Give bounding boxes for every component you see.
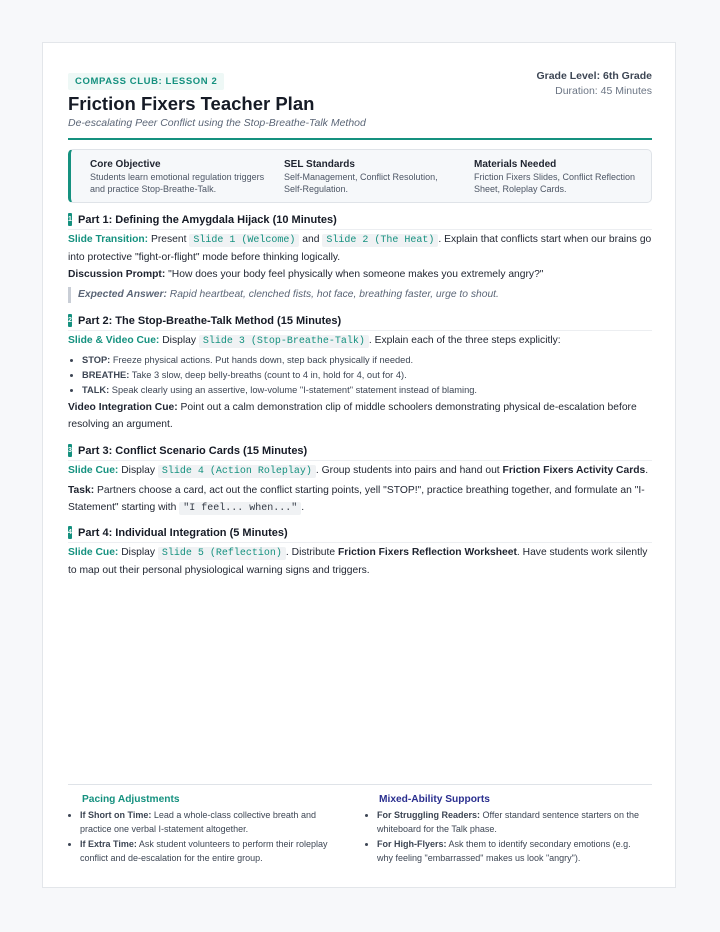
step-label: STOP: bbox=[82, 355, 111, 365]
expected-answer bbox=[68, 287, 652, 303]
section-divider bbox=[68, 229, 652, 230]
section-number-badge: 3 bbox=[68, 444, 72, 457]
cue-text: . Distribute bbox=[285, 547, 336, 558]
section-number-badge: 1 bbox=[68, 213, 72, 226]
overview-heading: Core Objective bbox=[90, 159, 161, 170]
part2-video-cue bbox=[68, 400, 652, 433]
page-content bbox=[68, 43, 652, 863]
method-steps-list bbox=[68, 353, 652, 398]
cue-text: . Have students work silently to map out their personal physiological warning signs and triggers. bbox=[68, 547, 648, 576]
section-title: Part 3: Conflict Scenario Cards (15 Minutes) bbox=[78, 444, 308, 457]
mixed-ability-supports bbox=[365, 794, 640, 866]
plan-header bbox=[68, 43, 652, 139]
cue-label: Slide Transition: bbox=[68, 234, 149, 245]
plan-footer bbox=[68, 784, 652, 863]
cue-text: . Explain each of the three steps explicitly: bbox=[368, 335, 561, 346]
part3-task bbox=[68, 483, 652, 517]
lesson-plan-page bbox=[42, 42, 676, 888]
lesson-meta bbox=[536, 69, 652, 99]
list-item bbox=[377, 837, 640, 865]
slide-reference: Slide 4 (Action Roleplay) bbox=[158, 465, 316, 478]
core-objective bbox=[90, 159, 265, 195]
item-label: If Short on Time: bbox=[80, 810, 152, 820]
materials-needed bbox=[474, 159, 649, 195]
section-number-badge: 2 bbox=[68, 314, 72, 327]
material-name: Friction Fixers Activity Cards bbox=[502, 465, 646, 476]
overview-heading: SEL Standards bbox=[284, 159, 355, 170]
material-name: Friction Fixers Reflection Worksheet bbox=[338, 547, 517, 558]
answer-text: Rapid heartbeat, clenched fists, hot face, breathing faster, urge to shout. bbox=[169, 289, 499, 300]
slide-reference: Slide 3 (Stop-Breathe-Talk) bbox=[199, 335, 369, 348]
header-divider bbox=[68, 138, 652, 140]
prompt-label: Discussion Prompt: bbox=[68, 269, 166, 280]
section-number-badge: 4 bbox=[68, 526, 72, 539]
part3-cue bbox=[68, 463, 652, 481]
step-text: Speak clearly using an assertive, low-volume "I-statement" statement instead of blaming. bbox=[111, 385, 478, 395]
item-text: Ask student volunteers to perform their roleplay conflict and de-escalation for the entire group. bbox=[80, 839, 328, 863]
cue-label: Slide & Video Cue: bbox=[68, 335, 160, 346]
overview-text: Students learn emotional regulation triggers and practice Stop-Breathe-Talk. bbox=[90, 172, 265, 194]
cue-text: . bbox=[645, 465, 649, 476]
list-item bbox=[377, 808, 640, 836]
item-label: For High-Flyers: bbox=[377, 839, 447, 849]
slide-reference: Slide 1 (Welcome) bbox=[189, 234, 299, 247]
part2-cue bbox=[68, 333, 652, 351]
pacing-adjustments bbox=[68, 794, 343, 866]
list-item bbox=[82, 368, 652, 383]
footer-heading: Pacing Adjustments bbox=[82, 794, 180, 805]
cue-label: Slide Cue: bbox=[68, 465, 119, 476]
cue-text: Display bbox=[162, 335, 196, 346]
step-text: Freeze physical actions. Put hands down, step back physically if needed. bbox=[112, 355, 414, 365]
item-text: Offer standard sentence starters on the whiteboard for the Talk phase. bbox=[377, 810, 639, 834]
item-label: If Extra Time: bbox=[80, 839, 137, 849]
sel-standards bbox=[284, 159, 454, 195]
list-item bbox=[80, 837, 343, 865]
cue-text: and bbox=[302, 234, 320, 245]
task-label: Task: bbox=[68, 485, 95, 496]
task-text: . bbox=[301, 501, 305, 513]
section-title: Part 1: Defining the Amygdala Hijack (10 Minutes) bbox=[78, 213, 337, 226]
item-text: Lead a whole-class collective breath and practice one verbal I-statement altogether. bbox=[80, 810, 316, 834]
part1-discussion-prompt bbox=[68, 267, 652, 284]
answer-label: Expected Answer: bbox=[78, 289, 167, 300]
prompt-text: "How does your body feel physically when someone makes you extremely angry?" bbox=[168, 269, 544, 280]
lesson-tag: COMPASS CLUB: LESSON 2 bbox=[68, 73, 224, 90]
overview-text: Self-Management, Conflict Resolution, Self-Regulation. bbox=[284, 172, 438, 194]
section-divider bbox=[68, 330, 652, 331]
footer-heading: Mixed-Ability Supports bbox=[379, 794, 490, 805]
slide-reference: Slide 5 (Reflection) bbox=[158, 547, 286, 560]
step-label: TALK: bbox=[82, 385, 110, 395]
step-label: BREATHE: bbox=[82, 370, 130, 380]
item-text: Ask them to identify secondary emotions (e.g. why feeling "embarrassed" makes us look "angry"). bbox=[377, 839, 631, 863]
part4-cue bbox=[68, 545, 652, 579]
cue-label: Slide Cue: bbox=[68, 547, 119, 558]
part2-heading bbox=[68, 314, 652, 327]
section-title: Part 2: The Stop-Breathe-Talk Method (15 Minutes) bbox=[78, 314, 342, 327]
section-title: Part 4: Individual Integration (5 Minutes) bbox=[78, 526, 288, 539]
overview-heading: Materials Needed bbox=[474, 159, 557, 170]
list-item bbox=[80, 808, 343, 836]
list-item bbox=[82, 353, 652, 368]
part1-heading bbox=[68, 213, 652, 226]
cue-label: Video Integration Cue: bbox=[68, 402, 178, 413]
pacing-list bbox=[68, 808, 343, 865]
list-item bbox=[82, 383, 652, 398]
cue-text: . Group students into pairs and hand out bbox=[315, 465, 500, 476]
part4-heading bbox=[68, 526, 652, 539]
page-title: Friction Fixers Teacher Plan bbox=[68, 93, 315, 114]
cue-text: Display bbox=[121, 547, 155, 558]
grade-level: Grade Level: 6th Grade bbox=[536, 70, 652, 82]
overview-text: Friction Fixers Slides, Conflict Reflection Sheet, Roleplay Cards. bbox=[474, 172, 636, 194]
step-text: Take 3 slow, deep belly-breaths (count to 4 in, hold for 4, out for 4). bbox=[131, 370, 407, 380]
sentence-starter: "I feel... when..." bbox=[179, 502, 301, 515]
part1-transition bbox=[68, 232, 652, 266]
task-text: Partners choose a card, act out the conflict starting points, yell "STOP!", practice breathing together, and formulate an "I-Statement" starting with bbox=[68, 485, 645, 513]
cue-text: Present bbox=[150, 234, 187, 245]
section-divider bbox=[68, 460, 652, 461]
supports-list bbox=[365, 808, 640, 865]
duration: Duration: 45 Minutes bbox=[555, 85, 652, 97]
cue-text: Display bbox=[121, 465, 155, 476]
cue-text: Point out a calm demonstration clip of middle schoolers demonstrating physical de-escalation before resolving an argument. bbox=[68, 402, 637, 430]
part3-heading bbox=[68, 444, 652, 457]
cue-text: . Explain that conflicts start when our brains go into protective "fight-or-flight" mode before thinking logically. bbox=[68, 234, 652, 263]
section-divider bbox=[68, 542, 652, 543]
overview-box bbox=[68, 149, 652, 203]
item-label: For Struggling Readers: bbox=[377, 810, 481, 820]
page-subtitle: De-escalating Peer Conflict using the Stop-Breathe-Talk Method bbox=[68, 117, 366, 129]
slide-reference: Slide 2 (The Heat) bbox=[322, 234, 438, 247]
